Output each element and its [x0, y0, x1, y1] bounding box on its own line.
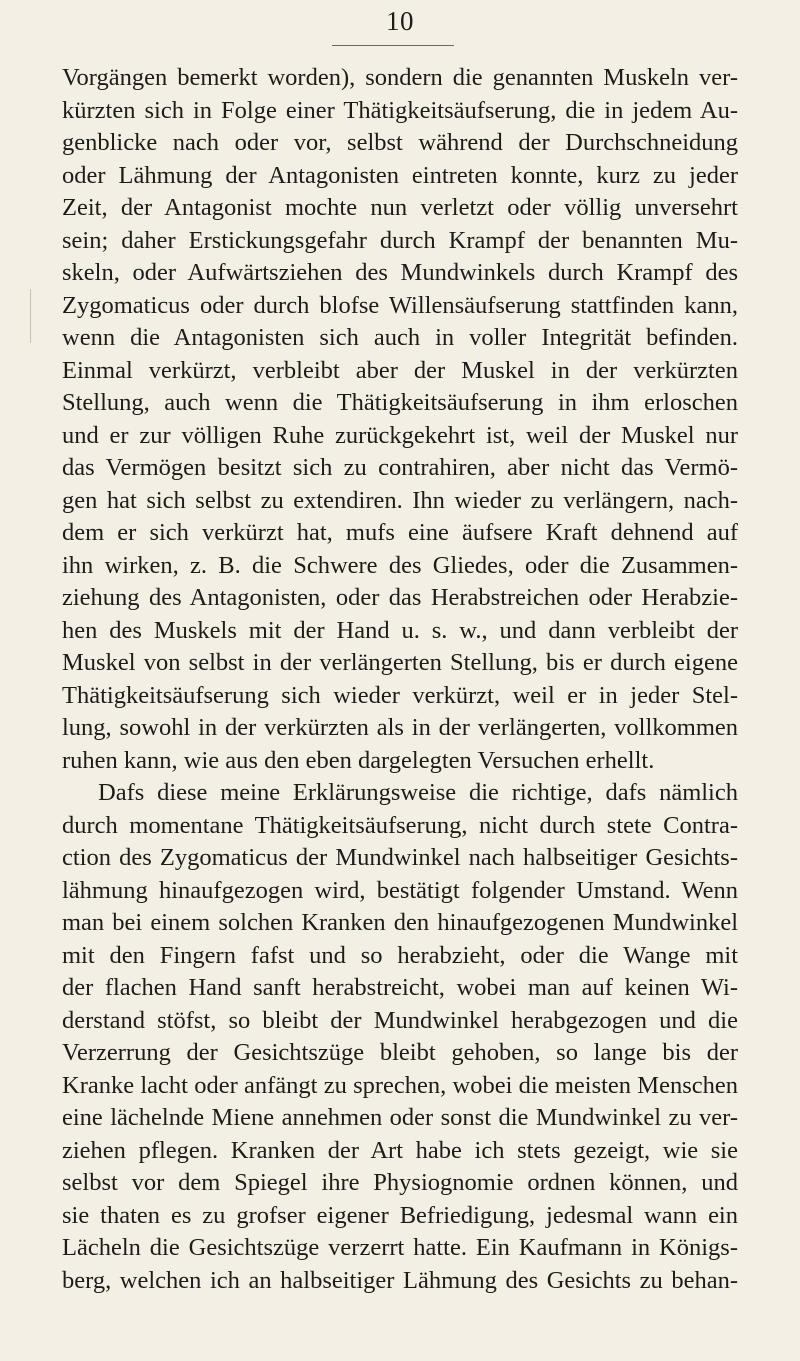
- text-line: Kranke lacht oder anfängt zu sprechen, wobei die meisten Menschen: [62, 1071, 738, 1099]
- margin-mark: [30, 289, 37, 343]
- text-line: man bei einem solchen Kranken den hinaufgezogenen Mundwinkel: [62, 909, 738, 936]
- text-line: derstand stöfst, so bleibt der Mundwinkel herabgezogen und die: [62, 1006, 738, 1034]
- text-line: Verzerrung der Gesichtszüge bleibt gehoben, so lange bis der: [62, 1039, 738, 1066]
- text-line: genblicke nach oder vor, selbst während der Durchschneidung: [62, 129, 738, 156]
- text-line: der flachen Hand sanft herabstreicht, wobei man auf keinen Wi-: [62, 974, 738, 1001]
- text-line: gen hat sich selbst zu extendiren. Ihn wieder zu verlängern, nach-: [62, 486, 738, 514]
- text-line: Zeit, der Antagonist mochte nun verletzt oder völlig unversehrt: [62, 194, 738, 221]
- text-line: berg, welchen ich an halbseitiger Lähmung des Gesichts zu behan-: [62, 1266, 738, 1294]
- paragraph-end-line: ruhen kann, wie aus den eben dargelegten Versuchen erhellt.: [62, 746, 655, 774]
- text-line: durch momentane Thätigkeitsäufserung, nicht durch stete Contra-: [62, 811, 738, 839]
- body-text: [62, 62, 738, 1297]
- text-line: oder Lähmung der Antagonisten eintreten konnte, kurz zu jeder: [62, 161, 738, 189]
- text-line: Zygomaticus oder durch blofse Willensäufserung stattfinden kann,: [62, 291, 738, 319]
- text-line: ziehung des Antagonisten, oder das Herabstreichen oder Herabzie-: [62, 584, 738, 611]
- text-line: ihn wirken, z. B. die Schwere des Gliedes, oder die Zusammen-: [62, 551, 738, 579]
- text-line: lähmung hinaufgezogen wird, bestätigt folgender Umstand. Wenn: [62, 876, 738, 904]
- text-line: wenn die Antagonisten sich auch in voller Integrität befinden.: [62, 324, 738, 351]
- paragraph-start-line: Dafs diese meine Erklärungsweise die richtige, dafs nämlich: [98, 779, 738, 806]
- text-line: hen des Muskels mit der Hand u. s. w., und dann verbleibt der: [62, 616, 738, 644]
- text-line: Vorgängen bemerkt worden), sondern die genannten Muskeln ver-: [62, 64, 738, 91]
- text-line: das Vermögen besitzt sich zu contrahiren, aber nicht das Vermö-: [62, 454, 738, 481]
- text-line: und er zur völligen Ruhe zurückgekehrt ist, weil der Muskel nur: [62, 421, 738, 449]
- text-line: Stellung, auch wenn die Thätigkeitsäufserung in ihm erloschen: [62, 389, 738, 416]
- text-line: Lächeln die Gesichtszüge verzerrt hatte. Ein Kaufmann in Königs-: [62, 1234, 738, 1261]
- text-line: Einmal verkürzt, verbleibt aber der Muskel in der verkürzten: [62, 356, 738, 384]
- text-line: skeln, oder Aufwärtsziehen des Mundwinkels durch Krampf des: [62, 259, 738, 286]
- text-line: sie thaten es zu grofser eigener Befriedigung, jedesmal wann ein: [62, 1201, 738, 1229]
- text-line: lung, sowohl in der verkürzten als in der verlängerten, vollkommen: [62, 714, 738, 741]
- text-line: ction des Zygomaticus der Mundwinkel nach halbseitiger Gesichts-: [62, 844, 738, 871]
- text-line: kürzten sich in Folge einer Thätigkeitsäufserung, die in jedem Au-: [62, 96, 738, 124]
- header-rule: [332, 45, 454, 46]
- text-line: eine lächelnde Miene annehmen oder sonst die Mundwinkel zu ver-: [62, 1104, 738, 1131]
- text-line: Thätigkeitsäufserung sich wieder verkürzt, weil er in jeder Stel-: [62, 681, 738, 709]
- text-line: selbst vor dem Spiegel ihre Physiognomie ordnen können, und: [62, 1169, 738, 1196]
- text-line: Muskel von selbst in der verlängerten Stellung, bis er durch eigene: [62, 649, 738, 676]
- page-number: 10: [386, 6, 414, 36]
- text-line: sein; daher Erstickungsgefahr durch Krampf der benannten Mu-: [62, 226, 738, 254]
- text-line: ziehen pflegen. Kranken der Art habe ich stets gezeigt, wie sie: [62, 1136, 738, 1164]
- text-line: mit den Fingern fafst und so herabzieht, oder die Wange mit: [62, 941, 738, 969]
- text-line: dem er sich verkürzt hat, mufs eine äufsere Kraft dehnend auf: [62, 519, 738, 546]
